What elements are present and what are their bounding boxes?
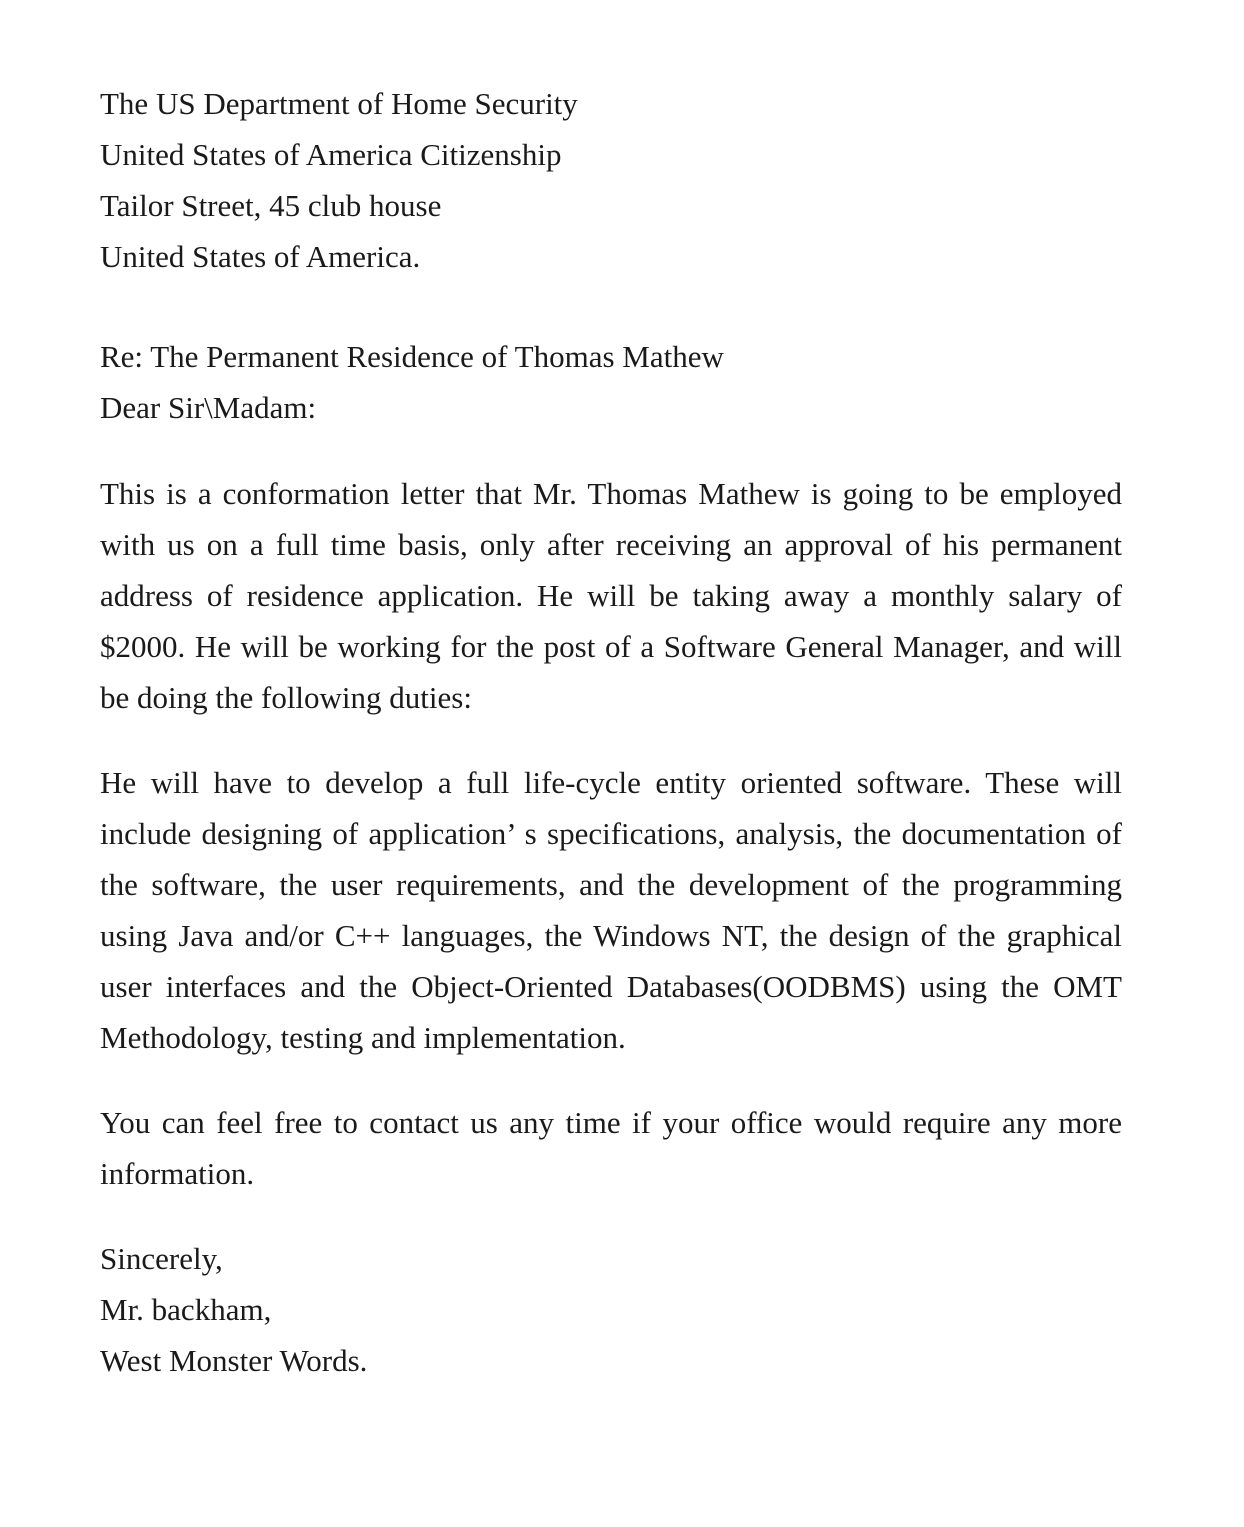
paragraph-duties: He will have to develop a full life-cycle entity oriented software. These will include designing of application’ s specifications, analysis, the documentation of the software, the user requirements, and the development of the programming using Java and/or C++ languages, the Windows NT, the design of the graphical user interfaces and the Object-Oriented Databases(OODBMS) using the OMT Methodology, testing and implementation. [100,765,1122,1055]
recipient-address [100,78,1122,282]
recipient-line-3: Tailor Street, 45 club house [100,188,442,223]
recipient-line-4: United States of America. [100,239,421,274]
valediction: Sincerely, [100,1241,223,1276]
closing-block [100,1233,1122,1386]
paragraph-employment: This is a conformation letter that Mr. Thomas Mathew is going to be employed with us on a full time basis, only after receiving an approval of his permanent address of residence application. He will be taking away a monthly salary of $2000. He will be working for the post of a Software General Manager, and will be doing the following duties: [100,476,1122,715]
salutation: Dear Sir\Madam: [100,390,317,425]
letter-body [100,78,1122,1386]
subject-line: Re: The Permanent Residence of Thomas Mathew [100,339,724,374]
recipient-line-2: United States of America Citizenship [100,137,562,172]
recipient-line-1: The US Department of Home Security [100,86,578,121]
signer-name: Mr. backham, [100,1292,272,1327]
signer-organization: West Monster Words. [100,1343,368,1378]
paragraph-contact: You can feel free to contact us any time if your office would require any more information. [100,1105,1122,1191]
